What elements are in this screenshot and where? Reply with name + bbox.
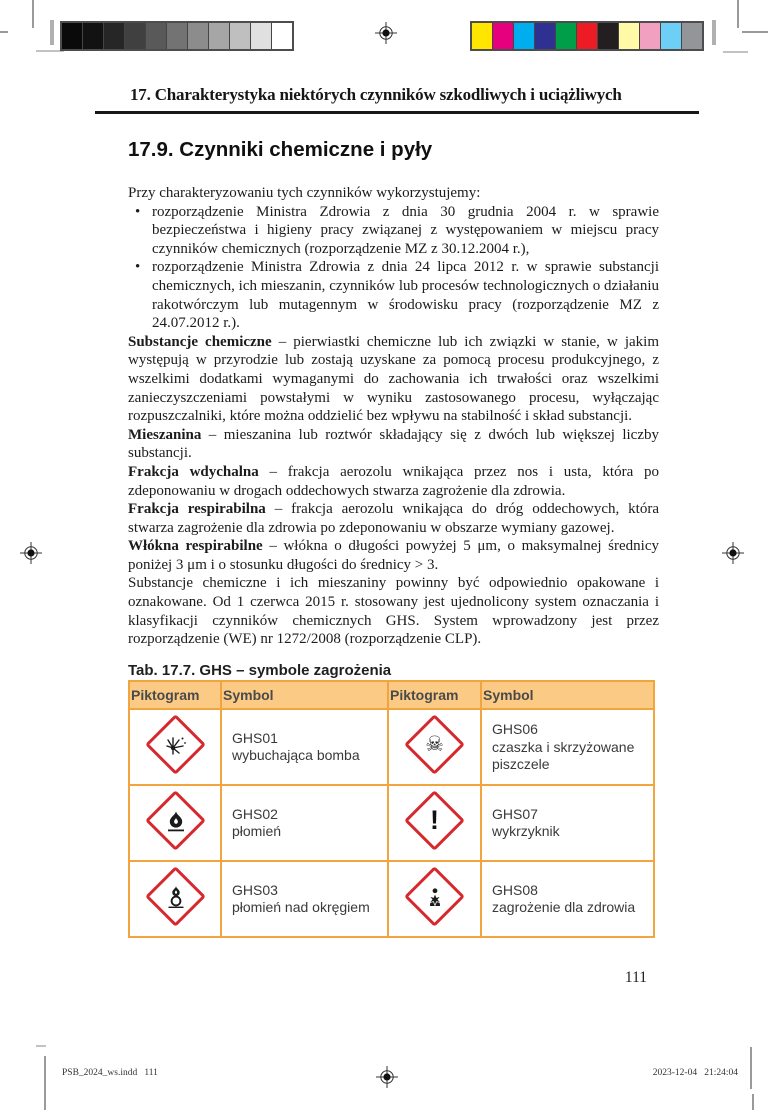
pictogram-cell (129, 861, 221, 937)
ghs-symbols-table (128, 680, 655, 938)
crop-mark (36, 1045, 46, 1047)
definition-term: Frakcja respirabilna (128, 501, 266, 518)
column-header: Symbol (481, 681, 654, 709)
ghs-description: wykrzyknik (492, 823, 560, 840)
calibration-swatch (251, 23, 272, 49)
ghs01-exploding-bomb-icon (145, 714, 206, 775)
exclamation-glyph: ! (430, 805, 439, 836)
closing-paragraph: Substancje chemiczne i ich mieszaniny powinny być odpowiednio opakowane i oznakowane. Od 1 czerwca 2015 r. stosowany jest ujednolicony system oznaczania i klasyfikacji czynników chemicznych GHS. System wprowadzony jest przez rozporządzenie (WE) nr 1272/2008 (rozporządzenie CLP). (128, 575, 659, 648)
definition-paragraph (128, 500, 659, 537)
intro-paragraph: Przy charakteryzowaniu tych czynników wykorzystujemy: (128, 185, 481, 201)
calibration-swatch (682, 23, 702, 49)
ghs-description: wybuchająca bomba (232, 747, 360, 764)
calibration-swatch (535, 23, 556, 49)
pictogram-cell (129, 709, 221, 785)
bullet-text: rozporządzenie Ministra Zdrowia z dnia 24 lipca 2012 r. w sprawie substancji chemicznych, ich mieszanin, czynników lub procesów technologicznych o działaniu rakotwórczym lub mutagennym w środowisku pracy (rozporządzenie MZ z 24.07.2012 r.). (152, 259, 659, 332)
calibration-swatch (493, 23, 514, 49)
calibration-swatch (167, 23, 188, 49)
registration-mark-icon (20, 542, 42, 564)
ghs06-skull-crossbones-icon (404, 714, 465, 775)
calibration-swatch (209, 23, 230, 49)
table-row (129, 709, 654, 785)
symbol-cell (481, 709, 654, 785)
imprint-filename: PSB_2024_ws.indd 111 (62, 1068, 158, 1078)
definition-text: – włókna o długości powyżej 5 μm, o maksymalnej średnicy poniżej 3 μm i o stosunku długości do średnicy > 3. (128, 538, 659, 573)
calibration-swatch (472, 23, 493, 49)
crop-mark (750, 1047, 752, 1089)
ghs-description: czaszka i skrzyżowane piszczele (492, 738, 635, 773)
definition-text: – pierwiastki chemiczne lub ich związki w stanie, w jakim występują w przyrodzie lub zostają uzyskane za pomocą procesu produkcyjnego, z wszelkimi dodatkami wymaganymi do zachowania ich trwałości oraz wszelkimi zanieczyszczeniami powstałymi w wyniku zastosowanego procesu, wyłączając rozpuszczalniki, które można oddzielić bez wpływu na stabilność i skład substancji. (128, 333, 659, 425)
symbol-cell (221, 861, 388, 937)
definition-paragraph (128, 537, 659, 574)
ghs-description: zagrożenie dla zdrowia (492, 899, 636, 916)
table-header-row (129, 681, 654, 709)
bullet-item (128, 258, 659, 332)
column-header: Symbol (221, 681, 388, 709)
definition-text: – mieszanina lub roztwór składający się z dwóch lub większej liczby substancji. (128, 426, 659, 462)
ghs-description: płomień nad okręgiem (232, 899, 370, 916)
calibration-swatch (514, 23, 535, 49)
table-caption: Tab. 17.7. GHS – symbole zagrożenia (128, 661, 392, 679)
symbol-cell (221, 785, 388, 861)
crop-mark (44, 1056, 46, 1110)
calibration-swatch (661, 23, 682, 49)
running-title: 17. Charakterystyka niektórych czynników szkodliwych i uciążliwych (130, 85, 622, 104)
ghs02-flame-icon (145, 790, 206, 851)
definition-paragraph (128, 333, 659, 426)
crop-mark (737, 0, 739, 28)
crop-mark (32, 0, 34, 28)
crop-mark (723, 51, 748, 53)
definition-paragraph (128, 463, 659, 500)
ghs03-flame-over-circle-icon (145, 866, 206, 927)
calibration-swatch (188, 23, 209, 49)
calibration-swatch (62, 23, 83, 49)
table-row (129, 785, 654, 861)
ghs-code: GHS07 (492, 805, 538, 822)
column-header: Piktogram (129, 681, 221, 709)
definition-text: – frakcja aerozolu wnikająca przez nos i usta, która po zdeponowaniu w drogach oddechowych stwarza zagrożenie dla zdrowia. (128, 463, 659, 499)
registration-mark-icon (376, 1066, 398, 1088)
ghs08-health-hazard-icon (404, 866, 465, 927)
ghs-description: płomień (232, 823, 282, 840)
skull-glyph: ☠ (425, 732, 444, 757)
registration-mark-icon (722, 542, 744, 564)
ghs07-exclamation-mark-icon (404, 790, 465, 851)
color-calibration-strip (470, 21, 704, 51)
calibration-swatch (556, 23, 577, 49)
bullet-text: rozporządzenie Ministra Zdrowia z dnia 30 grudnia 2004 r. w sprawie bezpieczeństwa i higieny pracy związanej z występowaniem w miejscu pracy czynników chemicznych (rozporządzenie MZ z 30.12.2004 r.), (152, 203, 659, 257)
page-number: 111 (624, 969, 647, 986)
bullet-marker: • (135, 203, 141, 220)
calibration-swatch (619, 23, 640, 49)
pictogram-cell (388, 709, 481, 785)
symbol-cell (221, 709, 388, 785)
calibration-swatch (598, 23, 619, 49)
ghs-table-block (128, 662, 659, 939)
definition-text: – frakcja aerozolu wnikająca do dróg oddechowych, która stwarza zagrożenie dla zdrowia po zdeponowaniu w obszarze wymiany gazowej. (128, 501, 659, 536)
ghs-code: GHS08 (492, 881, 538, 898)
ghs-code: GHS02 (232, 805, 278, 822)
crop-mark (742, 31, 768, 33)
ghs-code: GHS01 (232, 729, 278, 746)
pictogram-cell (129, 785, 221, 861)
bullet-marker: • (135, 259, 141, 276)
calibration-swatch (125, 23, 146, 49)
body-text-column (128, 184, 659, 938)
ghs-code: GHS03 (232, 881, 278, 898)
calibration-swatch (146, 23, 167, 49)
registration-mark-icon (375, 22, 397, 44)
definition-term: Frakcja wdychalna (128, 463, 259, 480)
crop-mark (50, 20, 54, 45)
symbol-cell (481, 785, 654, 861)
grayscale-calibration-strip (60, 21, 294, 51)
ghs-code: GHS06 (492, 721, 538, 738)
section-title: 17.9. Czynniki chemiczne i pyły (128, 138, 433, 161)
calibration-swatch (577, 23, 598, 49)
header-rule (95, 111, 699, 114)
crop-mark (752, 1094, 754, 1110)
crop-mark (0, 31, 8, 33)
bullet-item (128, 203, 659, 259)
crop-mark (712, 20, 716, 45)
pictogram-cell (388, 785, 481, 861)
imprint-timestamp: 2023-12-04 21:24:04 (652, 1068, 738, 1078)
definition-term: Substancje chemiczne (128, 333, 272, 350)
definition-term: Mieszanina (128, 426, 202, 443)
calibration-swatch (83, 23, 104, 49)
calibration-swatch (640, 23, 661, 49)
calibration-swatch (230, 23, 251, 49)
pictogram-cell (388, 861, 481, 937)
table-row (129, 861, 654, 937)
calibration-swatch (104, 23, 125, 49)
definition-paragraph (128, 426, 659, 463)
column-header: Piktogram (388, 681, 481, 709)
calibration-swatch (272, 23, 292, 49)
definition-term: Włókna respirabilne (128, 538, 263, 555)
symbol-cell (481, 861, 654, 937)
